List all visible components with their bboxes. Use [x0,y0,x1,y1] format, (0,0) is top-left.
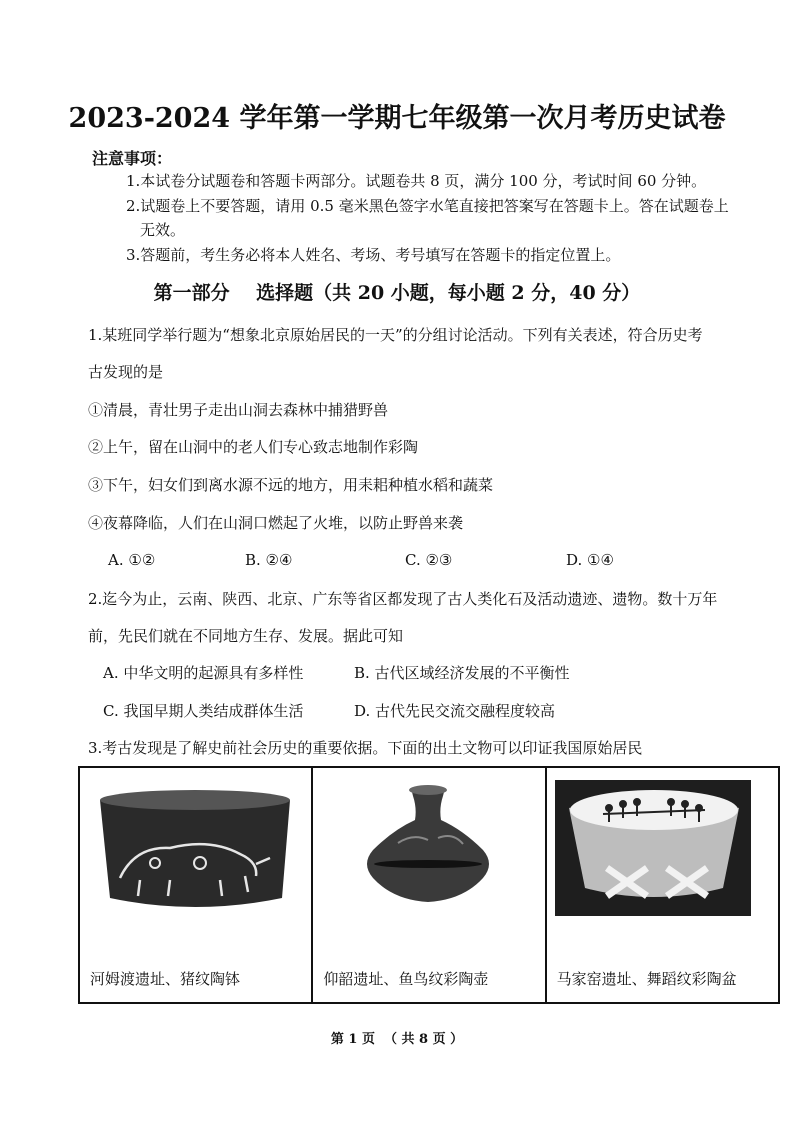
artifact-cell-1 [80,768,313,1002]
q2-option-b: B. 古代区域经济发展的不平衡性 [354,664,570,682]
notice-item-1: 1.本试卷分试题卷和答题卡两部分。试题卷共 8 页，满分 100 分，考试时间 60 分钟。 [126,172,707,190]
q1-statement-3: ③下午，妇女们到离水源不远的地方，用耒耜种植水稻和蔬菜 [88,476,494,494]
page-footer: 第 1 页 （ 共 8 页 ） [330,1032,464,1047]
pig-pattern-bowl-icon [80,768,310,958]
q2-option-a: A. 中华文明的起源具有多样性 [103,664,304,682]
notice-item-3: 3.答题前，考生务必将本人姓名、考场、考号填写在答题卡的指定位置上。 [126,246,621,264]
q1-option-d: D. ①④ [566,551,614,569]
q2-stem-line2: 前，先民们就在不同地方生存、发展。据此可知 [88,627,404,645]
notice-item-2-cont: 无效。 [140,221,186,239]
dance-pattern-basin-icon [547,768,777,958]
artifact-cell-3 [547,768,778,1002]
artifact-caption-2: 仰韶遗址、鱼鸟纹彩陶壶 [323,970,489,988]
q1-statement-4: ④夜幕降临，人们在山洞口燃起了火堆，以防止野兽来袭 [88,514,464,532]
q1-stem-line1: 1.某班同学举行题为“想象北京原始居民的一天”的分组讨论活动。下列有关表述，符合历史考 [88,326,703,344]
artifact-caption-1: 河姆渡遗址、猪纹陶钵 [90,970,241,988]
notice-item-2: 2.试题卷上不要答题，请用 0.5 毫米黑色签字水笔直接把答案写在答题卡上。答在试题卷上 [126,197,729,215]
q1-statement-2: ②上午，留在山洞中的老人们专心致志地制作彩陶 [88,438,419,456]
notice-heading: 注意事项： [92,149,173,168]
q1-option-b: B. ②④ [245,551,293,569]
page-title: 2023-2024 学年第一学期七年级第一次月考历史试卷 [68,103,726,134]
q2-option-c: C. 我国早期人类结成群体生活 [103,702,304,720]
q1-option-c: C. ②③ [405,551,453,569]
q1-option-a: A. ①② [108,551,156,569]
artifact-caption-3: 马家窑遗址、舞蹈纹彩陶盆 [556,970,737,988]
q1-statement-1: ①清晨，青壮男子走出山洞去森林中捕猎野兽 [88,401,389,419]
section-title: 第一部分 选择题（共 20 小题，每小题 2 分，40 分） [153,282,641,304]
painted-pottery-pot-icon [313,768,543,958]
q3-stem: 3.考古发现是了解史前社会历史的重要依据。下面的出土文物可以印证我国原始居民 [88,739,643,757]
artifact-cell-2 [313,768,546,1002]
q2-option-d: D. 古代先民交流交融程度较高 [354,702,556,720]
artifact-table [78,766,780,1004]
q1-stem-line2: 古发现的是 [88,363,164,381]
q2-stem-line1: 2.迄今为止，云南、陕西、北京、广东等省区都发现了古人类化石及活动遗迹、遗物。数十万年 [88,590,718,608]
